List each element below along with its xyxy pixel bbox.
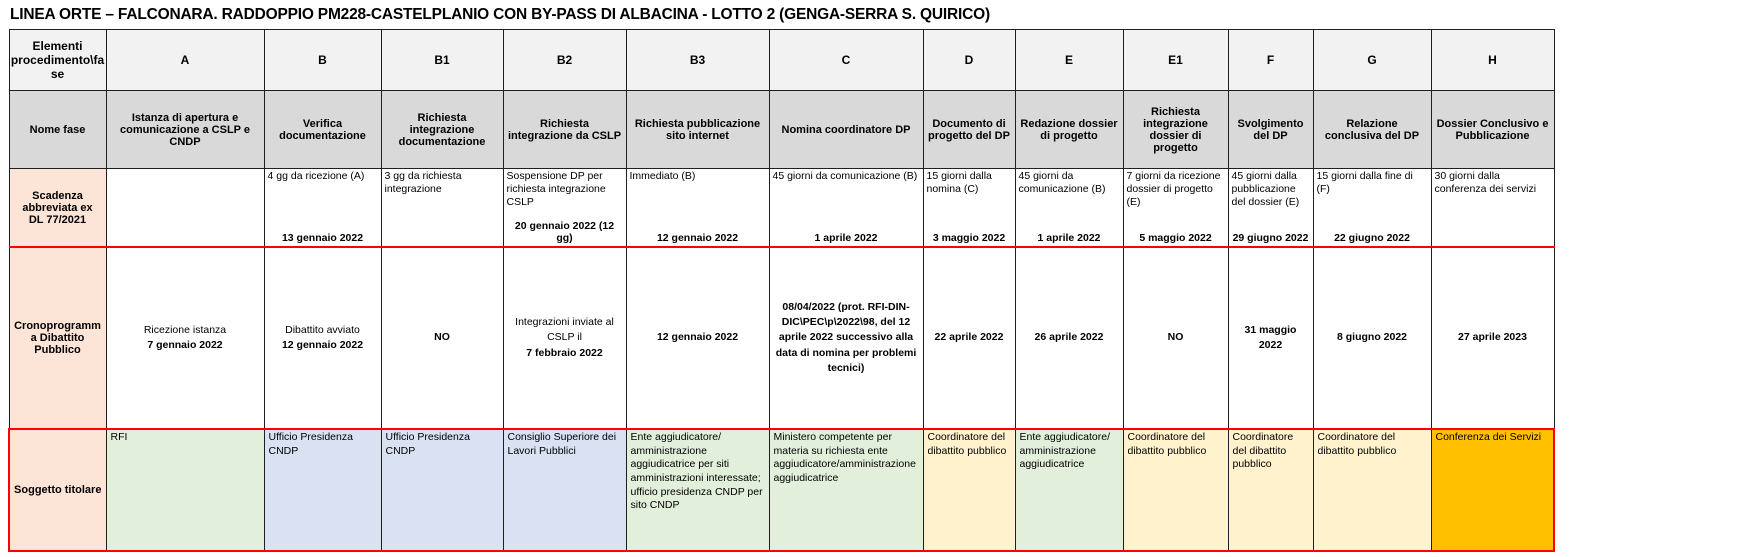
cronoprogramma-text-A: Ricezione istanza [143, 323, 227, 336]
scadenza-text-B3: Immediato (B) [629, 170, 696, 182]
scadenza-date-E: 1 aprile 2022 [1037, 232, 1101, 244]
scadenza-date-B2: 20 gennaio 2022 (12 gg) [514, 220, 615, 244]
cell-cronoprogramma-B3 [626, 247, 769, 429]
cell-cronoprogramma-B [264, 247, 381, 429]
scadenza-date-C: 1 aprile 2022 [814, 232, 878, 244]
scadenza-text-B1: 3 gg da richiesta integrazione [384, 170, 462, 196]
row-label-nome-fase: Nome fase [9, 91, 106, 169]
scadenza-text-C: 45 giorni da comunicazione (B) [772, 170, 918, 182]
cell-soggetto-G: Coordinatore del dibattito pubblico [1313, 429, 1431, 551]
cronoprogramma-date-H: 27 aprile 2023 [1458, 331, 1527, 344]
cell-scadenza-B [264, 169, 381, 248]
cell-scadenza-E1 [1123, 169, 1228, 248]
cronoprogramma-text-B: Dibattito avviato [285, 323, 360, 336]
scadenza-text-B: 4 gg da ricezione (A) [267, 170, 365, 182]
procedure-table-container [8, 29, 1758, 552]
cell-cronoprogramma-H [1431, 247, 1554, 429]
cell-cronoprogramma-B2 [503, 247, 626, 429]
column-header-C: C [769, 30, 923, 91]
cell-cronoprogramma-E1 [1123, 247, 1228, 429]
cell-nome-fase-E: Redazione dossier di progetto [1015, 91, 1123, 169]
cell-cronoprogramma-F [1228, 247, 1313, 429]
cell-nome-fase-G: Relazione conclusiva del DP [1313, 91, 1431, 169]
scadenza-cell-content-H [1432, 169, 1554, 246]
scadenza-cell-content-B [265, 169, 381, 246]
scadenza-text-D: 15 giorni dalla nomina (C) [926, 170, 992, 196]
scadenza-row [9, 169, 1554, 248]
cronoprogramma-text-B2: Integrazioni inviate al CSLP il [515, 316, 614, 344]
scadenza-date-F: 29 giugno 2022 [1232, 232, 1309, 244]
cell-soggetto-F: Coordinatore del dibattito pubblico [1228, 429, 1313, 551]
column-header-E1: E1 [1123, 30, 1228, 91]
cronoprogramma-date-B: 12 gennaio 2022 [281, 339, 364, 351]
column-header-E: E [1015, 30, 1123, 91]
scadenza-text-F: 45 giorni dalla pubblicazione del dossier (E) [1231, 170, 1300, 209]
cell-soggetto-B: Ufficio Presidenza CNDP [264, 429, 381, 551]
cell-soggetto-B3: Ente aggiudicatore/ amministrazione aggiudicatrice per siti amministrazioni interessate; ufficio presidenza CNDP per sito CNDP [626, 429, 769, 551]
cronoprogramma-date-F: 31 maggio 2022 [1244, 323, 1297, 351]
cell-cronoprogramma-E [1015, 247, 1123, 429]
column-header-B2: B2 [503, 30, 626, 91]
scadenza-date-B: 13 gennaio 2022 [281, 232, 364, 244]
cronoprogramma-date-A: 7 gennaio 2022 [147, 339, 223, 351]
scadenza-cell-content-F [1229, 169, 1313, 246]
scadenza-cell-content-D [924, 169, 1015, 246]
scadenza-text-G: 15 giorni dalla fine di (F) [1316, 170, 1413, 196]
cell-scadenza-D [923, 169, 1015, 248]
cell-scadenza-B2 [503, 169, 626, 248]
cronoprogramma-date-G: 8 giugno 2022 [1336, 331, 1408, 344]
page-title: LINEA ORTE – FALCONARA. RADDOPPIO PM228-CASTELPLANIO CON BY-PASS DI ALBACINA - LOTTO 2 (GENGA-SERRA S. QUIRICO) [10, 6, 990, 23]
cell-soggetto-A: RFI [106, 429, 264, 551]
cell-soggetto-E1: Coordinatore del dibattito pubblico [1123, 429, 1228, 551]
cell-cronoprogramma-D [923, 247, 1015, 429]
column-header-D: D [923, 30, 1015, 91]
cell-cronoprogramma-C [769, 247, 923, 429]
cell-soggetto-D: Coordinatore del dibattito pubblico [923, 429, 1015, 551]
cell-scadenza-A [106, 169, 264, 248]
cronoprogramma-date-D: 22 aprile 2022 [934, 331, 1004, 344]
cell-nome-fase-B: Verifica documentazione [264, 91, 381, 169]
scadenza-cell-content-B1 [382, 169, 503, 246]
soggetto-row [9, 429, 1554, 551]
scadenza-cell-content-B3 [627, 169, 769, 246]
scadenza-cell-content-B2 [504, 169, 626, 246]
cell-nome-fase-E1: Richiesta integrazione dossier di progetto [1123, 91, 1228, 169]
column-header-A: A [106, 30, 264, 91]
row-label-cronoprogramma: Cronoprogramma Dibattito Pubblico [9, 247, 106, 429]
cell-nome-fase-A: Istanza di apertura e comunicazione a CSLP e CNDP [106, 91, 264, 169]
corner-cell: Elementi procedimento\fase [9, 30, 106, 91]
scadenza-text-B2: Sospensione DP per richiesta integrazione CSLP [506, 170, 606, 209]
column-header-B3: B3 [626, 30, 769, 91]
scadenza-date-E1: 5 maggio 2022 [1139, 232, 1212, 244]
cell-soggetto-H: Conferenza dei Servizi [1431, 429, 1554, 551]
scadenza-cell-content-C [770, 169, 923, 246]
cell-nome-fase-B3: Richiesta pubblicazione sito internet [626, 91, 769, 169]
cell-soggetto-B1: Ufficio Presidenza CNDP [381, 429, 503, 551]
cell-nome-fase-B1: Richiesta integrazione documentazione [381, 91, 503, 169]
cell-soggetto-C: Ministero competente per materia su richiesta ente aggiudicatore/amministrazione aggiudicatrice [769, 429, 923, 551]
cell-cronoprogramma-B1 [381, 247, 503, 429]
cell-nome-fase-C: Nomina coordinatore DP [769, 91, 923, 169]
cell-soggetto-B2: Consiglio Superiore dei Lavori Pubblici [503, 429, 626, 551]
nome-fase-row [9, 91, 1554, 169]
scadenza-date-B3: 12 gennaio 2022 [656, 232, 739, 244]
cell-scadenza-B1 [381, 169, 503, 248]
cell-scadenza-B3 [626, 169, 769, 248]
cronoprogramma-date-E1: NO [1167, 331, 1184, 344]
cell-nome-fase-H: Dossier Conclusivo e Pubblicazione [1431, 91, 1554, 169]
scadenza-cell-content-E1 [1124, 169, 1228, 246]
cell-nome-fase-D: Documento di progetto del DP [923, 91, 1015, 169]
cronoprogramma-date-E: 26 aprile 2022 [1034, 331, 1104, 344]
column-letters-row [9, 30, 1554, 91]
cronoprogramma-date-B2: 7 febbraio 2022 [526, 346, 603, 359]
scadenza-text-H: 30 giorni dalla conferenza dei servizi [1434, 170, 1537, 196]
procedure-table [8, 29, 1555, 552]
cell-scadenza-H [1431, 169, 1554, 248]
scadenza-date-G: 22 giugno 2022 [1334, 232, 1410, 244]
cronoprogramma-date-B1: NO [434, 331, 450, 344]
cronoprogramma-row [9, 247, 1554, 429]
cell-nome-fase-F: Svolgimento del DP [1228, 91, 1313, 169]
column-header-H: H [1431, 30, 1554, 91]
scadenza-text-E: 45 giorni da comunicazione (B) [1018, 170, 1106, 196]
scadenza-date-D: 3 maggio 2022 [932, 232, 1006, 244]
column-header-F: F [1228, 30, 1313, 91]
cell-scadenza-F [1228, 169, 1313, 248]
cell-nome-fase-B2: Richiesta integrazione da CSLP [503, 91, 626, 169]
scadenza-text-E1: 7 giorni da ricezione dossier di progetto (E) [1126, 170, 1221, 209]
cell-scadenza-G [1313, 169, 1431, 248]
column-header-B1: B1 [381, 30, 503, 91]
column-header-G: G [1313, 30, 1431, 91]
column-header-B: B [264, 30, 381, 91]
cronoprogramma-date-C: 08/04/2022 (prot. RFI-DIN-DIC\PEC\p\2022\98, del 12 aprile 2022 successivo alla data di nomina per problemi tecnici) [775, 300, 917, 374]
scadenza-cell-content-G [1314, 169, 1431, 246]
scadenza-cell-content-A [107, 169, 264, 246]
row-label-scadenza: Scadenza abbreviata ex DL 77/2021 [9, 169, 106, 248]
cell-soggetto-E: Ente aggiudicatore/ amministrazione aggiudicatrice [1015, 429, 1123, 551]
cell-cronoprogramma-G [1313, 247, 1431, 429]
cronoprogramma-date-B3: 12 gennaio 2022 [656, 331, 739, 344]
cell-cronoprogramma-A [106, 247, 264, 429]
row-label-soggetto: Soggetto titolare [9, 429, 106, 551]
scadenza-cell-content-E [1016, 169, 1123, 246]
cell-scadenza-C [769, 169, 923, 248]
cell-scadenza-E [1015, 169, 1123, 248]
